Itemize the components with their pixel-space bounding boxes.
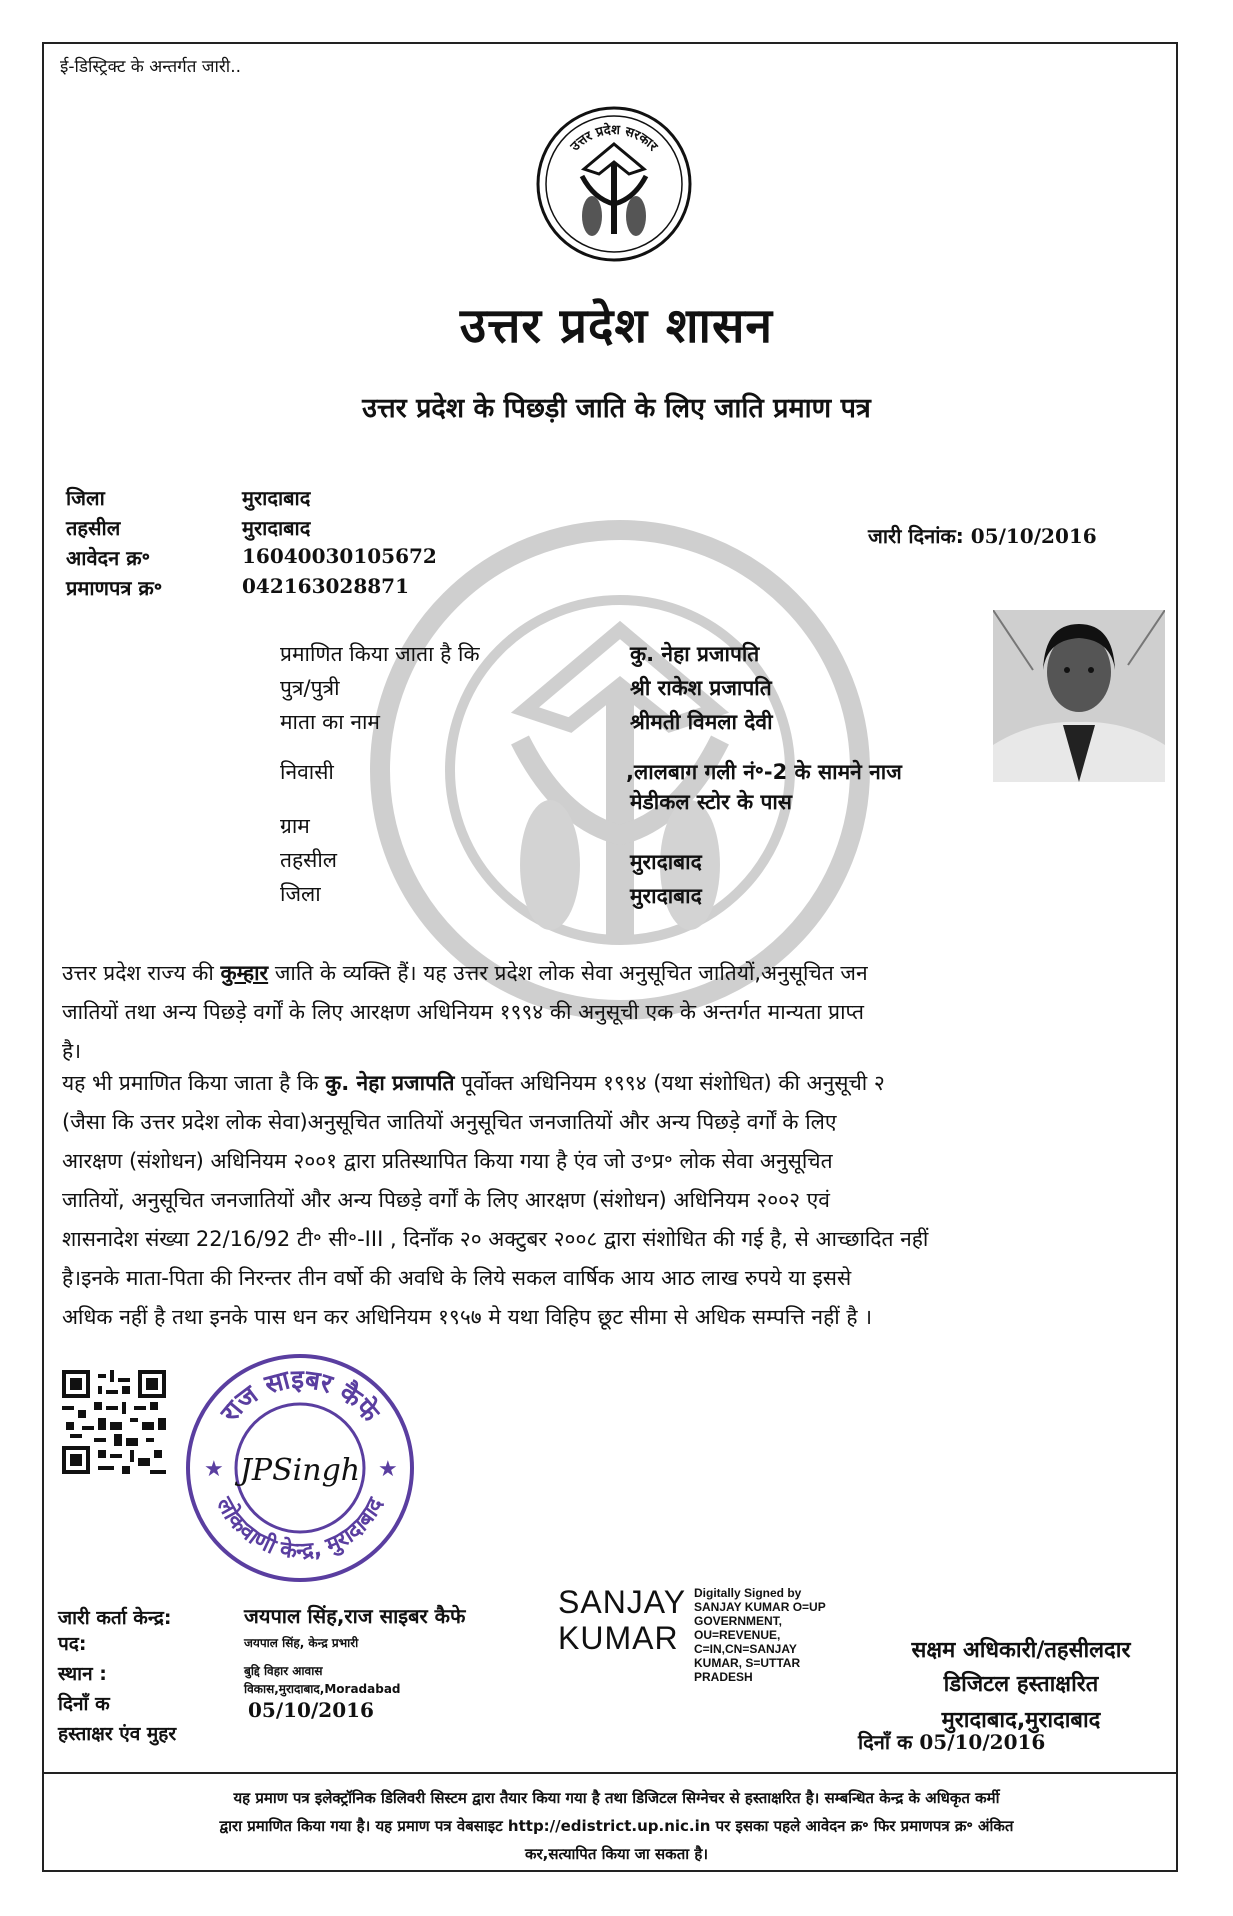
field-resident-label: निवासी	[280, 760, 334, 784]
para2-line3: आरक्षण (संशोधन) अधिनियम २००१ द्वारा प्रतिस्थापित किया गया है एंव जो उ॰प्र॰ लोक सेवा अनुसूचित	[62, 1149, 833, 1173]
district-value: मुरादाबाद	[242, 486, 311, 510]
application-number-value: 16040030105672	[242, 544, 437, 568]
para1-line1: उत्तर प्रदेश राज्य की कुम्हार जाति के व्यक्ति हैं। यह उत्तर प्रदेश लोक सेवा अनुसूचित जातियों,अनुसूचित जन	[62, 961, 868, 985]
date-label: दिनाँ क	[58, 1693, 110, 1715]
authority-date	[858, 1728, 1045, 1755]
para1-line2: जातियों तथा अन्य पिछड़े वर्गों के लिए आरक्षण अधिनियम १९९४ की अनुसूची एक के अन्तर्गत मान्यता प्राप्त	[62, 1000, 864, 1024]
authority-date-label: दिनाँ क	[858, 1730, 913, 1754]
post-value: जयपाल सिंह, केन्द्र प्रभारी	[244, 1636, 359, 1650]
date-value: 05/10/2016	[248, 1698, 374, 1722]
cyber-cafe-stamp	[180, 1348, 420, 1588]
signature-seal-label: हस्ताक्षर एंव मुहर	[58, 1723, 177, 1745]
tehsil-label: तहसील	[66, 516, 121, 540]
footer-line2: द्वारा प्रमाणित किया गया है। यह प्रमाण पत्र वेबसाइट http://edistrict.up.nic.in पर इसका पहले आवेदन क्र॰ फिर प्रमाणपत्र क्र॰ अंकित	[219, 1817, 1014, 1835]
issue-date-value: 05/10/2016	[970, 524, 1097, 548]
authority-digitally-signed: डिजिटल हस्ताक्षरित	[943, 1672, 1099, 1697]
field-tehsil-value: मुरादाबाद	[630, 850, 702, 874]
certificate-subtitle: उत्तर प्रदेश के पिछड़ी जाति के लिए जाति प्रमाण पत्र	[362, 393, 871, 424]
field-child-of-label: पुत्र/पुत्री	[280, 676, 340, 700]
svg-text:लोकवाणी केन्द्र, मुरादाबाद: लोकवाणी केन्द्र, मुरादाबाद	[211, 1493, 389, 1565]
digital-signer-name: SANJAY KUMAR	[558, 1584, 687, 1656]
field-district-value: मुरादाबाद	[630, 884, 702, 908]
authority-place: मुरादाबाद,मुरादाबाद	[941, 1708, 1101, 1733]
issuing-center-label: जारी कर्ता केन्द्र:	[58, 1607, 172, 1629]
place-label: स्थान :	[58, 1663, 107, 1685]
field-certified-value: कु. नेहा प्रजापति	[630, 642, 760, 666]
field-mother-value: श्रीमती विमला देवी	[630, 710, 773, 734]
footer-note	[60, 1784, 1173, 1868]
para2-line2: (जैसा कि उत्तर प्रदेश लोक सेवा)अनुसूचित जातियों अनुसूचित जनजातियों और अन्य पिछड़े वर्गों के लिए	[62, 1110, 837, 1134]
svg-text:★: ★	[204, 1457, 224, 1482]
applicant-name: कु. नेहा प्रजापति	[325, 1071, 455, 1095]
field-resident-value-line2: मेडीकल स्टोर के पास	[630, 790, 793, 814]
para2-line7: अधिक नहीं है तथा इनके पास धन कर अधिनियम १९५७ मे यथा विहिप छूट सीमा से अधिक सम्पत्ति नहीं है ।	[62, 1305, 873, 1329]
para2-line5: शासनादेश संख्या 22/16/92 टी॰ सी॰-III , दिनाँक २० अक्टुबर २००८ द्वारा संशोधित की गई है, से आच्छादित नहीं	[62, 1227, 929, 1251]
footer-line3: कर,सत्यापित किया जा सकता है।	[524, 1845, 709, 1863]
place-value-line2: विकास,मुरादाबाद,Moradabad	[244, 1682, 401, 1696]
certificate-number-label: प्रमाणपत्र क्र॰	[66, 576, 163, 600]
issue-date	[868, 522, 1097, 549]
field-child-of-value: श्री राकेश प्रजापति	[630, 676, 772, 700]
certificate-number-value: 042163028871	[242, 574, 409, 598]
paragraph-certification	[62, 1064, 1172, 1337]
post-label: पद:	[58, 1633, 87, 1655]
svg-text:JPSingh: JPSingh	[239, 1453, 361, 1488]
tehsil-value: मुरादाबाद	[242, 516, 311, 540]
up-government-emblem	[534, 104, 694, 264]
applicant-photo	[993, 610, 1165, 782]
svg-text:★: ★	[378, 1457, 398, 1482]
digital-signature-details: Digitally Signed by SANJAY KUMAR O=UP GOVERNMENT, OU=REVENUE, C=IN,CN=SANJAY KUMAR, S=UTTAR PRADESH	[694, 1586, 826, 1684]
field-mother-label: माता का नाम	[280, 710, 380, 734]
issue-date-label: जारी दिनांक:	[868, 524, 964, 548]
para2-line1: यह भी प्रमाणित किया जाता है कि कु. नेहा प्रजापति पूर्वोक्त अधिनियम १९९४ (यथा संशोधित) की अनुसूची २	[62, 1071, 885, 1095]
field-tehsil-label: तहसील	[280, 848, 337, 872]
issuing-center-value: जयपाल सिंह,राज साइबर कैफे	[244, 1604, 466, 1628]
para1-line3: है।	[62, 1039, 82, 1063]
certificate-title: उत्तर प्रदेश शासन	[459, 298, 774, 354]
qr-code	[62, 1370, 166, 1474]
district-label: जिला	[66, 486, 105, 510]
svg-text:उत्तर प्रदेश सरकार: उत्तर प्रदेश सरकार	[567, 122, 661, 155]
place-value-line1: बुद्दि विहार आवास	[244, 1664, 323, 1678]
para2-line6: है।इनके माता-पिता की निरन्तर तीन वर्षो की अवधि के लिये सकल वार्षिक आय आठ लाख रुपये या इससे	[62, 1266, 852, 1290]
authority-date-value: 05/10/2016	[919, 1730, 1046, 1754]
field-village-label: ग्राम	[280, 814, 310, 838]
paragraph-caste	[62, 954, 1172, 1071]
authority-title: सक्षम अधिकारी/तहसीलदार	[911, 1638, 1131, 1663]
field-resident-value: ,लालबाग गली नं॰-2 के सामने नाज	[626, 760, 902, 784]
svg-text:राज साइबर कैफे: राज साइबर कैफे	[215, 1364, 385, 1428]
field-certified-label: प्रमाणित किया जाता है कि	[280, 642, 480, 666]
caste-name: कुम्हार	[220, 961, 269, 985]
footer-divider	[44, 1772, 1176, 1774]
para2-line4: जातियों, अनुसूचित जनजातियों और अन्य पिछड़े वर्गों के लिए आरक्षण (संशोधन) अधिनियम २००२ एवं	[62, 1188, 830, 1212]
application-number-label: आवेदन क्र॰	[66, 546, 151, 570]
footer-line1: यह प्रमाण पत्र इलेक्ट्रॉनिक डिलिवरी सिस्टम द्वारा तैयार किया गया है तथा डिजिटल सिग्नेचर से हस्ताक्षरित है। सम्बन्धित केन्द्र के अधिकृत कर्मी	[233, 1789, 1000, 1807]
header-note: ई-डिस्ट्रिक्ट के अन्तर्गत जारी..	[60, 57, 242, 77]
field-district-label: जिला	[280, 882, 321, 906]
